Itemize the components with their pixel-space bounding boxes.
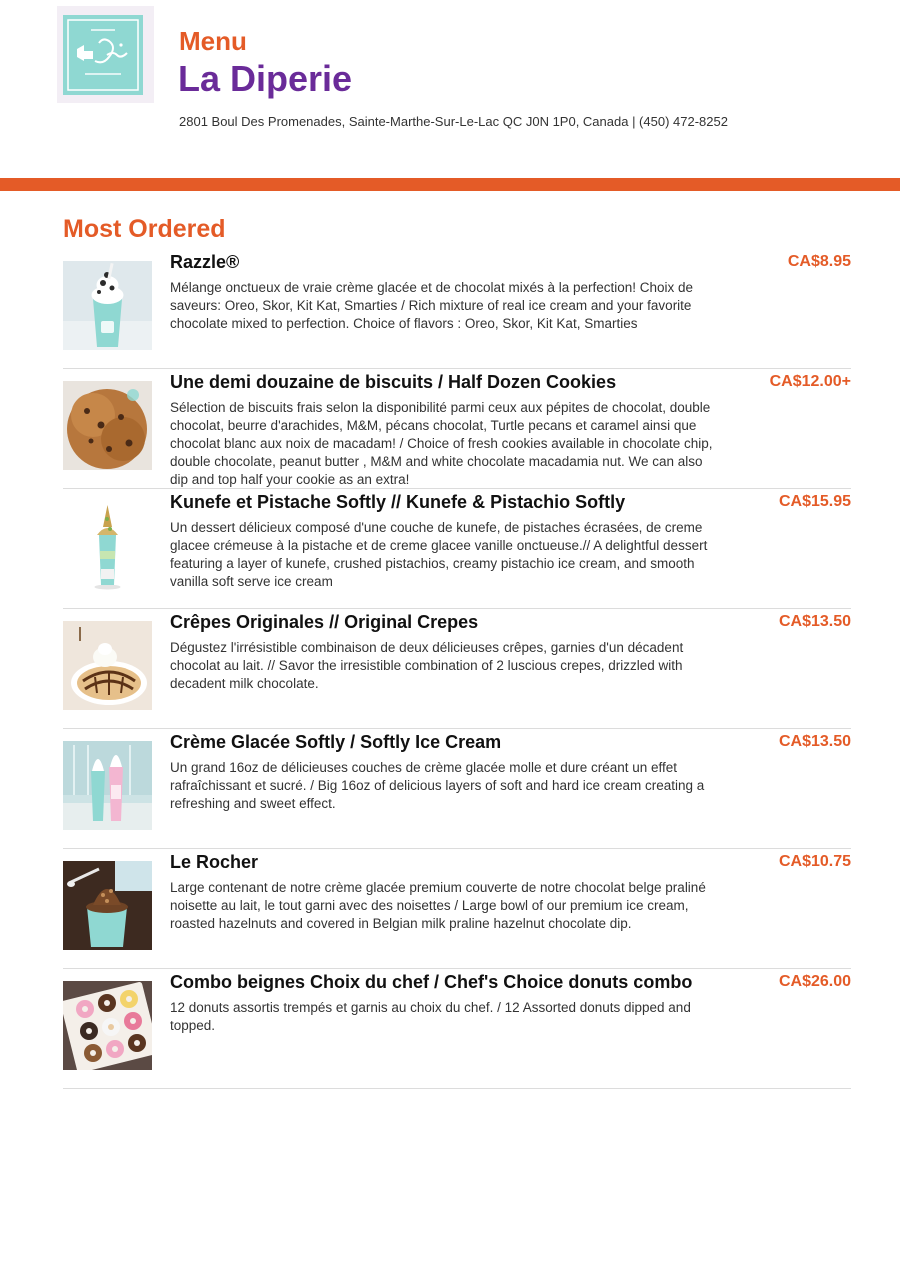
milkshake-photo-icon xyxy=(63,261,152,350)
menu-item-le-rocher[interactable] xyxy=(63,849,851,969)
crepes-photo-icon xyxy=(63,621,152,710)
item-photo xyxy=(63,381,152,470)
softly-cup-photo-icon xyxy=(63,501,152,590)
restaurant-address: 2801 Boul Des Promenades, Sainte-Marthe-Sur-Le-Lac QC J0N 1P0, Canada | (450) 472-8252 xyxy=(179,114,728,129)
item-price: CA$8.95 xyxy=(787,253,851,270)
item-price: CA$13.50 xyxy=(778,613,851,630)
item-name: Razzle® xyxy=(170,252,240,272)
menu-label: Menu xyxy=(179,26,247,56)
menu-item-original-crepes[interactable] xyxy=(63,609,851,729)
item-price: CA$10.75 xyxy=(778,853,851,870)
donuts-photo-icon xyxy=(63,981,152,1070)
item-description: Un dessert délicieux composé d'une couche de kunefe, de pistaches écrasées, de creme glacee crémeuse à la pistache et de creme glacee vanille onctueuse.// A delightful dessert featuring a layer of kunefe, crushed pistachios, creamy pistachio ice cream, and smooth vanilla soft serve ice cream xyxy=(170,520,708,589)
menu-item-half-dozen-cookies[interactable] xyxy=(63,369,851,489)
item-description: Sélection de biscuits frais selon la disponibilité parmi ceux aux pépites de chocolat, double chocolat, beurre d'arachides, M&M, pécans chocolat, Turtle pecans et caramel ainsi que chocolat blanc aux noix de macadam! / Choice of fresh cookies available in chocolate chip, double chocolate, peanut butter , M&M and white chocolate macadamia nut. We can also dip and top half your cookie as an extra! xyxy=(170,400,713,487)
item-name: Crêpes Originales // Original Crepes xyxy=(170,612,479,632)
item-photo xyxy=(63,501,152,590)
item-photo xyxy=(63,621,152,710)
item-price: CA$15.95 xyxy=(778,493,851,510)
menu-item-kunefe-pistachio-softly[interactable] xyxy=(63,489,851,609)
item-name: Une demi douzaine de biscuits / Half Dozen Cookies xyxy=(170,372,617,392)
item-description: Large contenant de notre crème glacée premium couverte de notre chocolat belge praliné noisette au lait, le tout garni avec des noisettes / Large bowl of our premium ice cream, roasted hazelnuts and covered in Belgian milk praline hazelnut chocolate dip. xyxy=(170,880,706,931)
menu-item-softly-ice-cream[interactable] xyxy=(63,729,851,849)
item-description: Mélange onctueux de vraie crème glacée et de chocolat mixés à la perfection! Choix de saveurs: Oreo, Skor, Kit Kat, Smarties / Rich mixture of real ice cream and your favorite chocolate mixed to perfection. Choice of flavors : Oreo, Skor, Kit Kat, Smarties xyxy=(170,280,694,331)
item-name: Kunefe et Pistache Softly // Kunefe & Pistachio Softly xyxy=(170,492,626,512)
item-price: CA$13.50 xyxy=(778,733,851,750)
item-description: Un grand 16oz de délicieuses couches de crème glacée molle et dure créant un effet rafraîchissant et sucré. / Big 16oz of delicious layers of soft and hard ice cream creating a refreshing and sweet effect. xyxy=(170,760,705,811)
item-photo xyxy=(63,861,152,950)
item-name: Le Rocher xyxy=(170,852,259,872)
item-description: Dégustez l'irrésistible combinaison de deux délicieuses crêpes, garnies d'un décadent chocolat au lait. // Savor the irresistible combination of 2 luscious crepes, drizzled with decadent milk chocolate. xyxy=(170,640,684,691)
item-price: CA$26.00 xyxy=(778,973,851,990)
restaurant-logo xyxy=(57,6,154,103)
menu-item-razzle[interactable] xyxy=(63,249,851,369)
item-photo xyxy=(63,261,152,350)
section-title: Most Ordered xyxy=(63,215,226,243)
item-photo xyxy=(63,741,152,830)
rocher-bowl-photo-icon xyxy=(63,861,152,950)
item-name: Crème Glacée Softly / Softly Ice Cream xyxy=(170,732,502,752)
header-divider-bar xyxy=(0,178,900,191)
item-price: CA$12.00+ xyxy=(769,373,851,390)
restaurant-name: La Diperie xyxy=(178,58,353,99)
menu-item-list xyxy=(63,249,851,1089)
cookies-photo-icon xyxy=(63,381,152,470)
item-name: Combo beignes Choix du chef / Chef's Choice donuts combo xyxy=(170,972,693,992)
item-photo xyxy=(63,981,152,1070)
la-diperie-logo-icon xyxy=(63,15,143,95)
item-description: 12 donuts assortis trempés et garnis au choix du chef. / 12 Assorted donuts dipped and topped. xyxy=(170,1000,691,1033)
softly-ice-cream-photo-icon xyxy=(63,741,152,830)
menu-item-chefs-choice-donuts[interactable] xyxy=(63,969,851,1089)
